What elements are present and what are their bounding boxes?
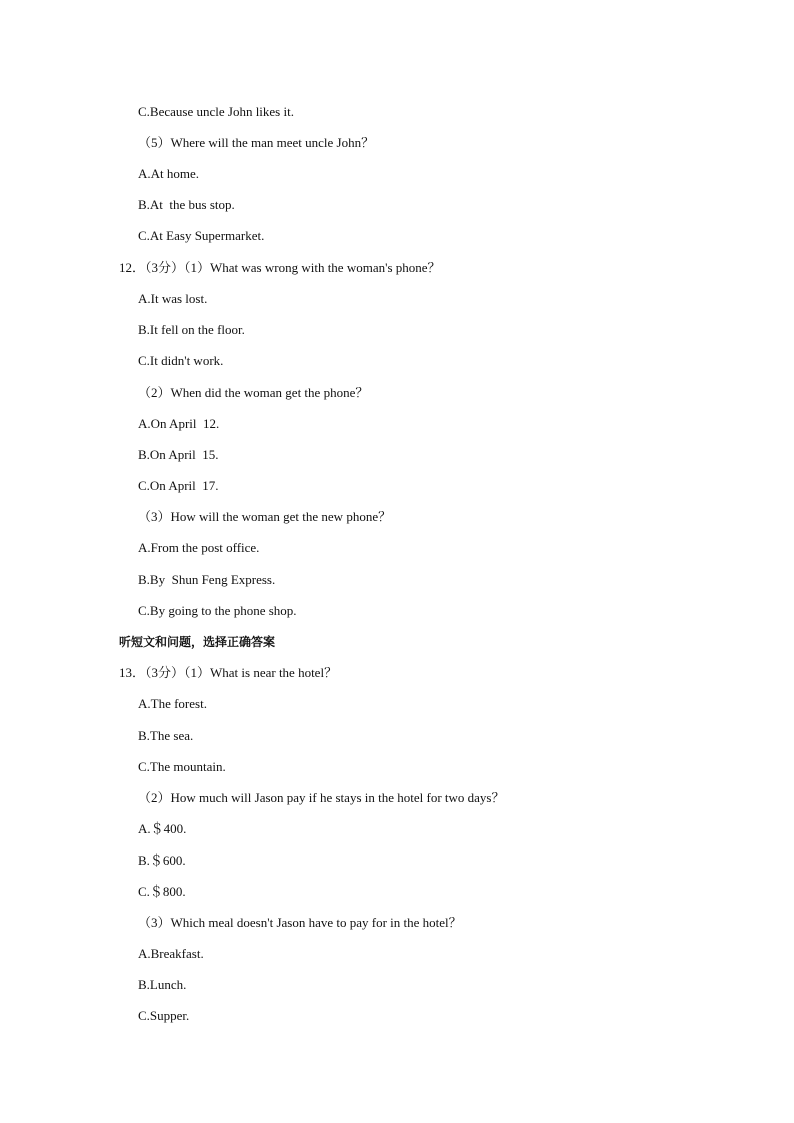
q12-sub2-option-c: C.On April 17. (138, 478, 219, 493)
q11-sub5-option-c: C.At Easy Supermarket. (138, 228, 265, 243)
q12-sub3-option-a: A.From the post office. (138, 540, 260, 555)
q13-sub3-option-b: B.Lunch. (138, 977, 187, 992)
q12-sub1-option-c: C.It didn't work. (138, 353, 224, 368)
q12-sub2-option-a: A.On April 12. (138, 416, 220, 431)
q13-sub1-option-b: B.The sea. (138, 728, 194, 743)
q12-sub2-question: （2）When did the woman get the phone？ (138, 385, 369, 400)
q11-option-c: C.Because uncle John likes it. (138, 104, 294, 119)
q13-header: 13．（3分）（1）What is near the hotel？ (119, 665, 338, 680)
q11-sub5-option-b: B.At the bus stop. (138, 197, 235, 212)
q13-sub3-question: （3）Which meal doesn't Jason have to pay for in the hotel？ (138, 915, 462, 930)
q13-sub2-question: （2）How much will Jason pay if he stays in the hotel for two days？ (138, 790, 505, 805)
q13-sub2-option-c: C.＄800. (138, 884, 186, 899)
section-heading: 听短文和问题，选择正确答案 (119, 635, 276, 649)
q13-sub2-option-b: B.＄600. (138, 853, 186, 868)
q13-sub2-option-a: A.＄400. (138, 821, 187, 836)
q12-sub1-option-a: A.It was lost. (138, 291, 208, 306)
q12-header: 12．（3分）（1）What was wrong with the woman's phone？ (119, 260, 441, 275)
q12-sub2-option-b: B.On April 15. (138, 447, 219, 462)
q12-sub3-question: （3）How will the woman get the new phone？ (138, 509, 392, 524)
q12-sub3-option-c: C.By going to the phone shop. (138, 603, 297, 618)
q13-sub3-option-a: A.Breakfast. (138, 946, 204, 961)
q11-sub5-question: （5）Where will the man meet uncle John？ (138, 135, 375, 150)
q13-sub3-option-c: C.Supper. (138, 1008, 190, 1023)
q12-sub1-option-b: B.It fell on the floor. (138, 322, 245, 337)
q11-sub5-option-a: A.At home. (138, 166, 200, 181)
q13-sub1-option-c: C.The mountain. (138, 759, 226, 774)
q12-sub3-option-b: B.By Shun Feng Express. (138, 572, 276, 587)
q13-sub1-option-a: A.The forest. (138, 696, 207, 711)
